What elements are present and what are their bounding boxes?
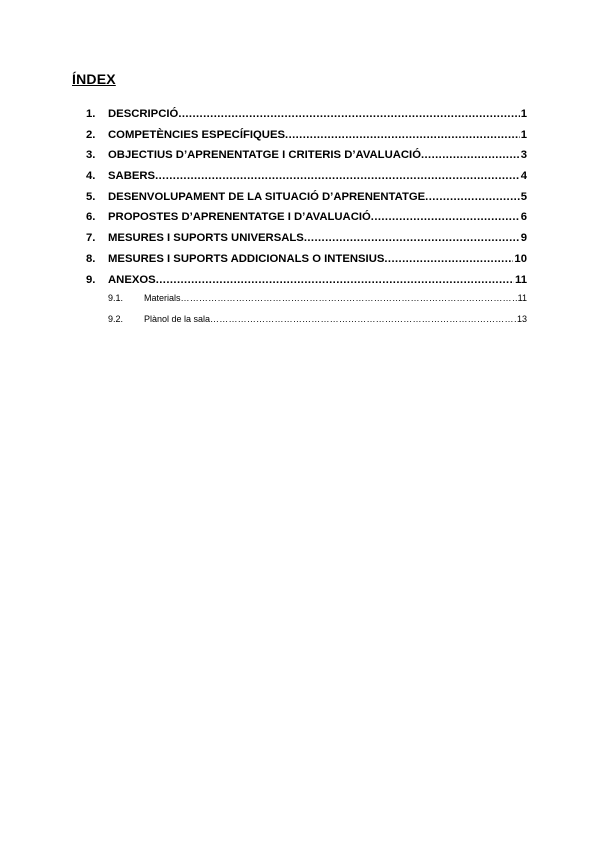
toc-entry-page: 3 [520, 149, 527, 162]
toc-subentry-label: Plànol de la sala [144, 314, 211, 325]
toc-leader-dots [425, 191, 520, 203]
toc-leader-dots [156, 274, 514, 286]
toc-leader-dots [371, 211, 520, 223]
toc-entry-page: 10 [514, 252, 527, 265]
toc-entry-label: ANEXOS [108, 273, 156, 286]
toc-entry-page: 5 [520, 190, 527, 203]
toc-entry-label: MESURES I SUPORTS ADDICIONALS O INTENSIUS [108, 252, 385, 265]
toc-entry-9[interactable] [72, 274, 527, 295]
toc-subentry-9-2[interactable] [72, 314, 527, 335]
toc-leader-dots [285, 129, 520, 141]
toc-subentry-number: 9.1. [108, 293, 124, 304]
toc-entry-1[interactable] [72, 108, 527, 129]
toc-entry-number: 9. [86, 273, 96, 286]
toc-entry-label: OBJECTIUS D’APRENENTATGE I CRITERIS D’AVALUACIÓ [108, 149, 421, 162]
toc-entry-number: 1. [86, 108, 96, 120]
toc-leader-dots [384, 253, 513, 265]
toc-entry-label: DESENVOLUPAMENT DE LA SITUACIÓ D’APRENENTATGE [108, 190, 426, 203]
toc-entry-label: COMPETÈNCIES ESPECÍFIQUES [108, 128, 286, 141]
toc-leader-dots [421, 149, 520, 161]
toc-entry-page: 1 [520, 108, 527, 120]
toc-entry-8[interactable] [72, 253, 527, 274]
table-of-contents [72, 108, 527, 335]
toc-entry-page: 11 [515, 273, 527, 286]
toc-entry-5[interactable] [72, 191, 527, 212]
toc-subentry-page: 13 [516, 314, 527, 325]
toc-entry-page: 4 [520, 170, 527, 183]
toc-subentry-9-1[interactable] [72, 293, 527, 314]
toc-subentry-page: 11 [517, 293, 527, 304]
toc-subentry-label: Materials [144, 293, 181, 304]
toc-entry-2[interactable] [72, 129, 527, 150]
toc-subentry-number: 9.2. [108, 314, 124, 325]
index-title: ÍNDEX [72, 71, 116, 87]
toc-entry-page: 9 [520, 232, 527, 245]
toc-entry-page: 6 [520, 211, 527, 224]
toc-entry-4[interactable] [72, 170, 527, 191]
toc-leader-dots [210, 314, 516, 324]
toc-entry-page: 1 [520, 128, 527, 141]
toc-entry-7[interactable] [72, 232, 527, 253]
toc-entry-number: 5. [86, 190, 96, 203]
toc-entry-6[interactable] [72, 211, 527, 232]
toc-entry-label: DESCRIPCIÓ [108, 108, 179, 120]
toc-leader-dots [304, 232, 520, 244]
toc-leader-dots [178, 108, 519, 120]
toc-entry-number: 7. [86, 232, 96, 245]
toc-leader-dots [181, 293, 517, 303]
toc-entry-number: 3. [86, 149, 96, 162]
toc-entry-number: 6. [86, 211, 96, 224]
toc-entry-label: MESURES I SUPORTS UNIVERSALS [108, 232, 304, 245]
toc-entry-number: 8. [86, 252, 96, 265]
toc-entry-label: PROPOSTES D’APRENENTATGE I D’AVALUACIÓ [108, 211, 371, 224]
toc-entry-label: SABERS [108, 170, 156, 183]
toc-entry-number: 4. [86, 170, 96, 183]
toc-leader-dots [155, 170, 520, 182]
toc-entry-number: 2. [86, 128, 96, 141]
toc-entry-3[interactable] [72, 149, 527, 170]
